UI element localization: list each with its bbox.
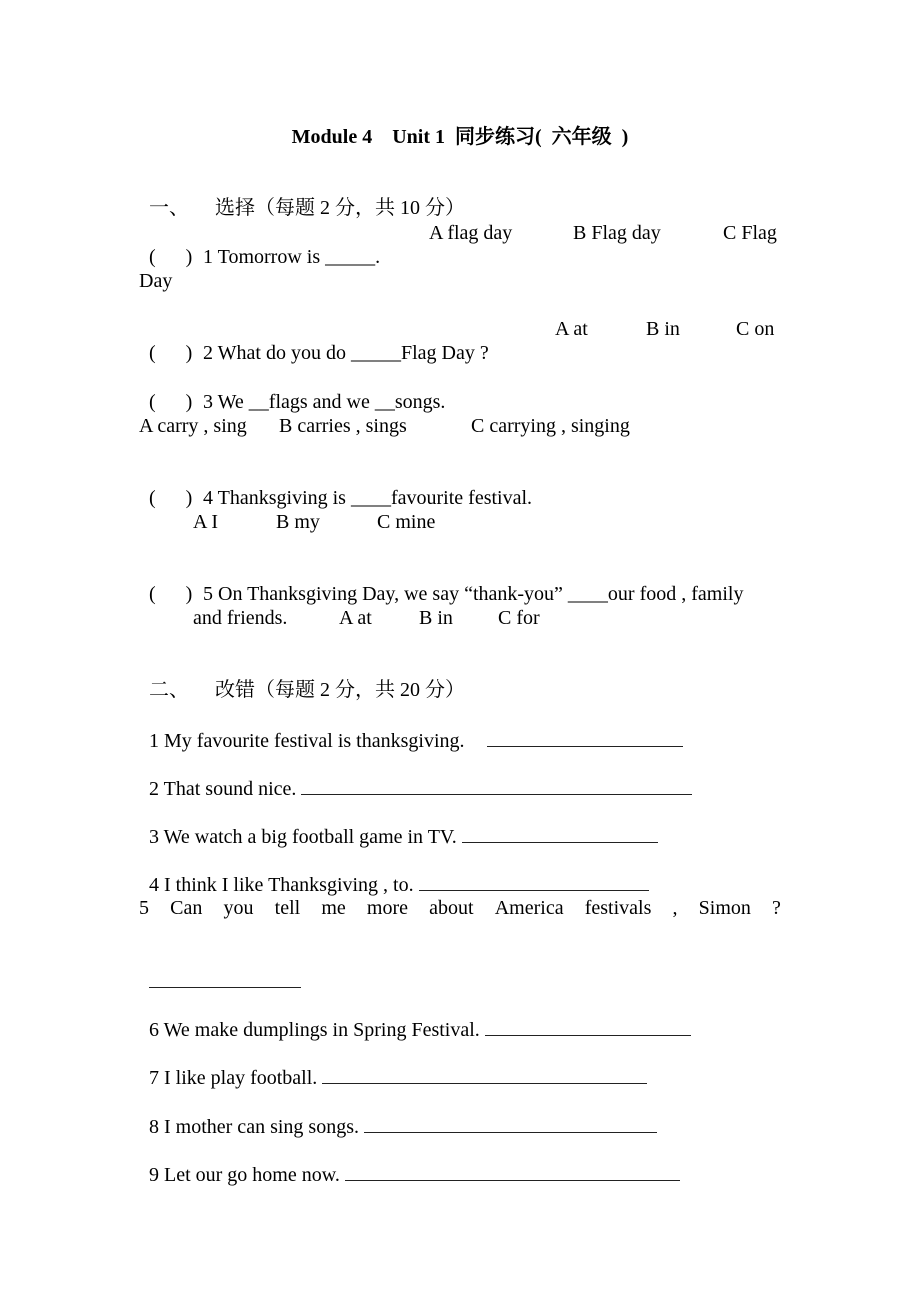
word: more [366, 897, 408, 919]
sentence-text: 6 We make dumplings in Spring Festival. [149, 1019, 480, 1041]
answer-paren[interactable]: ( ) [149, 487, 193, 509]
correction-item-8 [139, 1089, 657, 1138]
mc-question-5-continuation [139, 606, 789, 630]
answer-blank[interactable] [485, 1016, 691, 1036]
answer-blank[interactable] [149, 968, 301, 988]
mc-question-5 [139, 558, 744, 605]
answer-blank[interactable] [462, 823, 658, 843]
mc-question-3-options [139, 414, 789, 438]
option-b: B Flag day [573, 222, 661, 244]
word: America [494, 897, 564, 919]
question-stem: 2 What do you do _____Flag Day ? [203, 342, 489, 364]
word: Can [170, 897, 203, 919]
word: , [672, 897, 678, 919]
option-c: C Flag [723, 222, 777, 244]
option-a: A flag day [429, 222, 513, 244]
correction-item-3 [139, 799, 658, 848]
section-1-heading [139, 172, 465, 219]
word: you [223, 897, 254, 919]
mc-question-1-continuation: Day [139, 270, 173, 292]
sentence-text: 4 I think I like Thanksgiving , to. [149, 874, 414, 896]
sentence-text: 7 I like play football. [149, 1067, 318, 1089]
word: me [321, 897, 346, 919]
correction-item-6 [139, 992, 691, 1041]
section-2-number: 二、 [149, 679, 189, 701]
correction-item-1 [139, 703, 683, 752]
answer-paren[interactable]: ( ) [149, 583, 193, 605]
mc-question-4 [139, 462, 533, 509]
option-b: B my [276, 511, 320, 533]
correction-item-7 [139, 1040, 647, 1089]
sentence-text: 8 I mother can sing songs. [149, 1116, 359, 1138]
answer-blank[interactable] [301, 775, 692, 795]
correction-item-9 [139, 1137, 680, 1186]
question-stem: 1 Tomorrow is _____. [203, 246, 381, 268]
answer-paren[interactable]: ( ) [149, 391, 193, 413]
correction-item-2 [139, 751, 692, 800]
answer-blank[interactable] [419, 871, 649, 891]
word: Simon [698, 897, 751, 919]
section-1-title: 选择（每题 2 分，共 10 分） [215, 197, 465, 219]
option-a: A at [555, 318, 588, 340]
option-a: A carry , sing [139, 415, 247, 437]
answer-blank[interactable] [487, 727, 683, 747]
section-2-title: 改错（每题 2 分，共 20 分） [215, 679, 465, 701]
question-stem-continuation: and friends. [193, 607, 288, 629]
question-stem: 3 We __flags and we __songs. [203, 391, 446, 413]
page-title: Module 4 Unit 1 同步练习( 六年级 ) [291, 126, 629, 148]
mc-question-1 [139, 221, 789, 268]
correction-item-5 [139, 896, 781, 920]
correction-item-5-blank-line [139, 944, 301, 968]
answer-paren[interactable]: ( ) [149, 246, 193, 268]
option-c: C mine [377, 511, 436, 533]
sentence-text: 9 Let our go home now. [149, 1164, 340, 1186]
sentence-text: 3 We watch a big football game in TV. [149, 826, 457, 848]
sentence-text: 2 That sound nice. [149, 778, 297, 800]
question-stem: 5 On Thanksgiving Day, we say “thank-you” ____our food , family [203, 583, 744, 605]
word: 5 [139, 897, 149, 919]
option-c: C carrying , singing [471, 415, 630, 437]
mc-question-2 [139, 317, 789, 364]
answer-blank[interactable] [322, 1064, 647, 1084]
word: tell [274, 897, 301, 919]
option-c: C for [498, 607, 540, 629]
sentence-text: 1 My favourite festival is thanksgiving. [149, 730, 465, 752]
mc-question-4-options [139, 510, 789, 534]
answer-paren[interactable]: ( ) [149, 342, 193, 364]
correction-item-4 [139, 847, 649, 896]
option-a: A at [339, 607, 372, 629]
word: festivals [584, 897, 652, 919]
section-1-number: 一、 [149, 197, 189, 219]
mc-question-3 [139, 366, 446, 413]
option-b: B carries , sings [279, 415, 407, 437]
answer-blank[interactable] [345, 1161, 680, 1181]
option-a: A I [193, 511, 218, 533]
option-b: B in [646, 318, 680, 340]
word: about [429, 897, 474, 919]
option-c: C on [736, 318, 775, 340]
question-stem: 4 Thanksgiving is ____favourite festival. [203, 487, 533, 509]
answer-blank[interactable] [364, 1113, 657, 1133]
section-2-heading [139, 654, 465, 701]
option-b: B in [419, 607, 453, 629]
word: ? [772, 897, 781, 919]
